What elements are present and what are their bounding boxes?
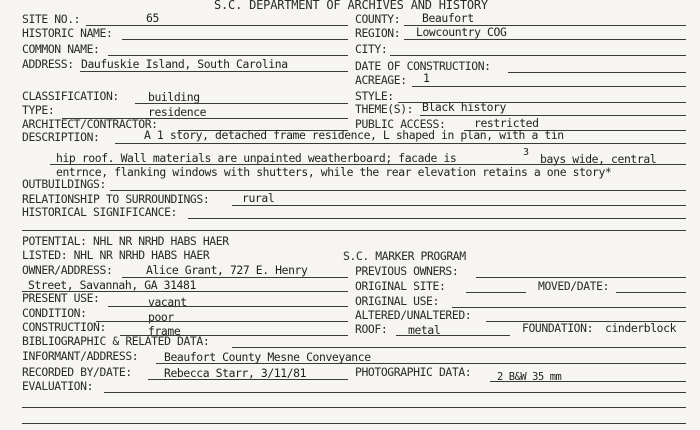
label-foundation: FOUNDATION:	[522, 321, 594, 335]
label-previous-owners: PREVIOUS OWNERS:	[355, 264, 459, 278]
value-classification: building	[148, 90, 200, 104]
rule-condition	[96, 321, 348, 322]
value-description-bays-count: 3	[523, 147, 529, 158]
label-city: CITY:	[355, 42, 388, 56]
label-potential: POTENTIAL: NHL NR NRHD HABS HAER	[22, 234, 229, 248]
label-public-access: PUBLIC ACCESS:	[355, 117, 446, 131]
value-themes: Black history	[422, 100, 506, 114]
rule-description-1	[115, 143, 686, 144]
label-site-no: SITE NO.:	[22, 12, 81, 26]
value-county: Beaufort	[422, 11, 474, 25]
label-marker-program: S.C. MARKER PROGRAM	[343, 249, 466, 263]
value-recorded-by: Rebecca Starr, 3/11/81	[164, 366, 307, 380]
label-recorded-by: RECORDED BY/DATE:	[22, 365, 132, 379]
value-site-no: 65	[146, 11, 159, 25]
label-moved-date: MOVED/DATE:	[538, 279, 610, 293]
label-historic-name: HISTORIC NAME:	[22, 26, 113, 40]
rule-previous-owners	[476, 277, 686, 278]
value-owner-line1: Alice Grant, 727 E. Henry	[146, 263, 308, 277]
rule-photographic-data	[490, 381, 686, 382]
value-relationship: rural	[242, 191, 275, 205]
rule-historical-significance-1	[188, 218, 686, 219]
rule-themes	[420, 115, 686, 116]
label-date-of-construction: DATE OF CONSTRUCTION:	[355, 59, 491, 73]
value-region: Lowcountry COG	[416, 25, 507, 39]
label-county: COUNTY:	[355, 12, 401, 26]
value-public-access: restricted	[474, 116, 539, 130]
label-construction: CONSTRUCTION:	[22, 320, 106, 334]
label-listed: LISTED: NHL NR NRHD HABS HAER	[22, 248, 210, 262]
label-condition: CONDITION:	[22, 306, 87, 320]
label-outbuildings: OUTBUILDINGS:	[22, 177, 106, 191]
value-construction: frame	[148, 324, 181, 338]
label-original-site: ORIGINAL SITE:	[355, 279, 446, 293]
value-description-line3: entrnce, flanking windows with shutters, while the rear elevation retains a one story*	[56, 165, 612, 179]
rule-outbuildings	[110, 190, 686, 191]
rule-historic-name	[122, 39, 348, 40]
value-description-line2: hip roof. Wall materials are unpainted weatherboard; facade is	[56, 151, 457, 165]
rule-historical-significance-2	[22, 230, 686, 231]
rule-moved-date	[616, 292, 686, 293]
rule-relationship	[232, 205, 686, 206]
rule-date-of-construction	[508, 72, 686, 73]
rule-site-no	[86, 25, 348, 26]
label-classification: CLASSIFICATION:	[22, 89, 119, 103]
value-present-use: vacant	[148, 295, 187, 309]
value-acreage: 1	[423, 71, 430, 85]
value-type: residence	[148, 105, 207, 119]
value-condition: poor	[148, 310, 174, 324]
value-photographic-data: 2 B&W 35 mm	[497, 371, 562, 383]
value-roof: metal	[408, 323, 441, 337]
label-description: DESCRIPTION:	[22, 130, 100, 144]
label-acreage: ACREAGE:	[355, 73, 407, 87]
rule-original-site	[466, 292, 526, 293]
rule-roof	[396, 335, 510, 336]
value-informant: Beaufort County Mesne Conveyance	[164, 350, 371, 364]
label-address: ADDRESS:	[22, 57, 74, 71]
rule-region	[404, 39, 686, 40]
label-relationship: RELATIONSHIP TO SURROUNDINGS:	[22, 192, 210, 206]
value-foundation: cinderblock	[605, 321, 677, 335]
label-historical-significance: HISTORICAL SIGNIFICANCE:	[22, 205, 177, 219]
card-title: S.C. DEPARTMENT OF ARCHIVES AND HISTORY	[214, 0, 488, 12]
label-themes: THEME(S):	[355, 102, 414, 116]
value-description-line1: A 1 story, detached frame residence, L shaped in plan, with a tin	[144, 128, 564, 142]
label-type: TYPE:	[22, 103, 55, 117]
label-altered: ALTERED/UNALTERED:	[355, 308, 472, 322]
label-common-name: COMMON NAME:	[22, 42, 100, 56]
rule-common-name	[108, 55, 348, 56]
label-architect: ARCHITECT/CONTRACTOR:	[22, 117, 158, 131]
rule-bibliographic	[232, 347, 686, 348]
rule-informant	[156, 363, 686, 364]
label-present-use: PRESENT USE:	[22, 291, 100, 305]
rule-city	[390, 55, 686, 56]
label-owner-address: OWNER/ADDRESS:	[22, 263, 113, 277]
value-owner-line2: Street, Savannah, GA 31481	[28, 278, 196, 292]
label-roof: ROOF:	[355, 322, 388, 336]
value-description-line2-end: bays wide, central	[540, 152, 657, 166]
rule-address	[80, 71, 348, 72]
label-informant: INFORMANT/ADDRESS:	[22, 349, 139, 363]
rule-evaluation-2	[22, 407, 686, 408]
rule-original-use	[452, 307, 686, 308]
label-photographic-data: PHOTOGRAPHIC DATA:	[355, 365, 472, 379]
label-bibliographic: BIBLIOGRAPHIC & RELATED DATA:	[22, 334, 210, 348]
label-evaluation: EVALUATION:	[22, 379, 94, 393]
value-address: Daufuskie Island, South Carolina	[81, 57, 288, 71]
rule-evaluation-3	[22, 423, 686, 424]
label-style: STYLE:	[355, 89, 394, 103]
rule-acreage	[412, 86, 686, 87]
rule-classification	[135, 103, 348, 104]
rule-evaluation-1	[104, 392, 686, 393]
label-original-use: ORIGINAL USE:	[355, 294, 439, 308]
rule-recorded-by	[148, 379, 348, 380]
rule-present-use	[108, 306, 348, 307]
label-region: REGION:	[355, 26, 401, 40]
